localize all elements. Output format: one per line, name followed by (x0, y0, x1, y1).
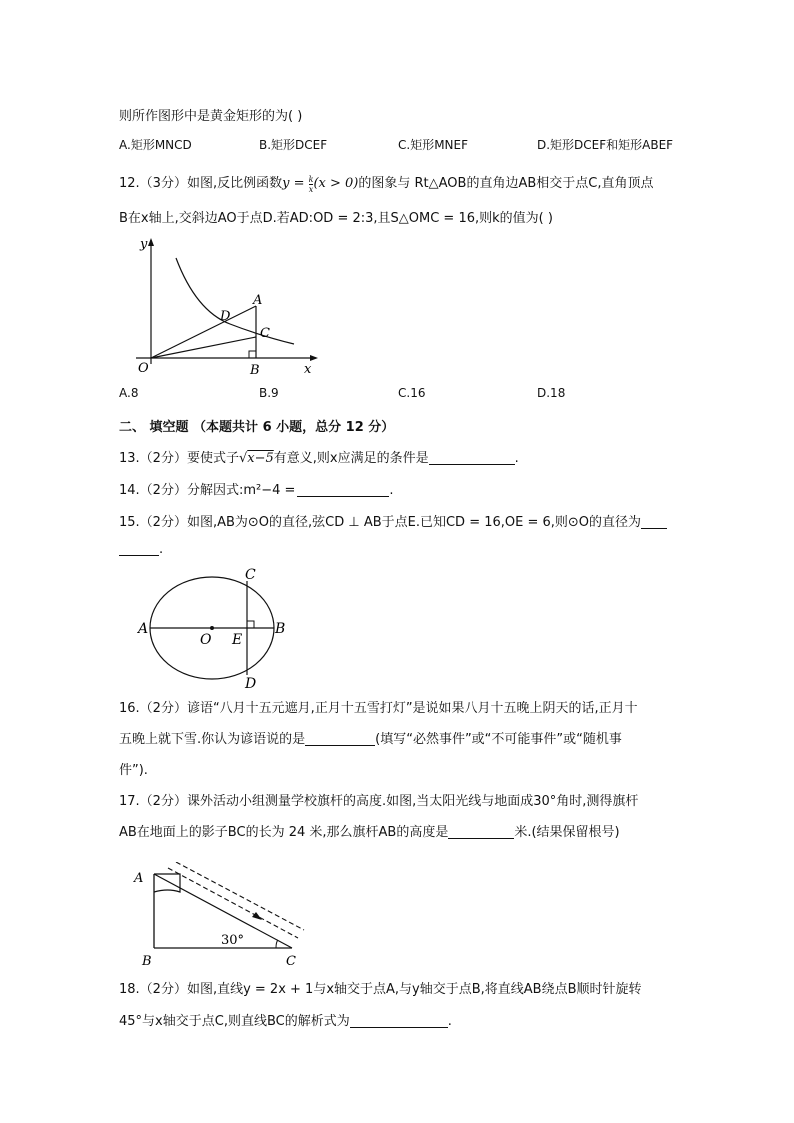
q12-line2: B在x轴上,交斜边AO于点D.若AD:OD = 2:3,且S△OMC = 16,则k的值为( ) (119, 211, 553, 226)
q17-figure (128, 862, 308, 970)
q16-line3: 件”). (119, 763, 148, 778)
q12-y-arrow-icon (148, 238, 154, 246)
q15-label-b: B (275, 621, 286, 637)
q12-right-angle-mark (249, 351, 256, 358)
q12-x-arrow-icon (310, 355, 318, 361)
q13-radical: √x−5 (238, 451, 274, 466)
q18-line2: 45°与x轴交于点C,则直线BC的解析式为 . (119, 1014, 452, 1029)
q15-label-o: O (200, 632, 212, 648)
q12-option-a[interactable]: A.8 (119, 386, 139, 400)
q12-figure (126, 236, 326, 378)
q15-answer-blank-part1[interactable] (641, 514, 667, 529)
q12-option-d[interactable]: D.18 (537, 386, 566, 400)
q12-label-x: x (304, 362, 312, 377)
q15-center-dot (210, 626, 214, 630)
q15-right-angle-mark (247, 621, 254, 628)
q18-answer-blank[interactable] (350, 1013, 448, 1028)
q16-line1: 16.（2分）谚语“八月十五元遮月,正月十五雪打灯”是说如果八月十五晚上阴天的话,正月十 (119, 701, 638, 716)
q12-option-b[interactable]: B.9 (259, 386, 279, 400)
q14-answer-blank[interactable] (297, 482, 389, 497)
q12-label-a: A (253, 293, 263, 308)
q17-line1: 17.（2分）课外活动小组测量学校旗杆的高度.如图,当太阳光线与地面成30°角时,测得旗杆 (119, 794, 639, 809)
q17-ray-dashed-1 (168, 868, 298, 938)
q15-line2: . (119, 541, 163, 557)
q15-label-e: E (232, 632, 243, 648)
q12-label-b: B (250, 363, 260, 378)
q17-angle-arc (276, 940, 278, 948)
q12-hypotenuse-ao (151, 306, 256, 358)
q17-label-a: A (134, 871, 144, 886)
section-2-title: 二、 填空题 （本题共计 6 小题，总分 12 分） (119, 420, 395, 435)
q16-line2: 五晚上就下雪.你认为谚语说的是 (填写“必然事件”或“不可能事件”或“随机事 (119, 732, 622, 747)
q11-option-d[interactable]: D.矩形DCEF和矩形ABEF (537, 138, 674, 152)
q12-label-c: C (260, 326, 270, 341)
q17-line2: AB在地面上的影子BC的长为 24 米,那么旗杆AB的高度是 米.(结果保留根号) (119, 825, 620, 840)
q16-answer-blank[interactable] (305, 731, 375, 746)
q15-label-c: C (245, 567, 256, 583)
q17-label-b: B (142, 954, 152, 969)
q11-option-a[interactable]: A.矩形MNCD (119, 138, 192, 152)
q18-line1: 18.（2分）如图,直线y = 2x + 1与x轴交于点A,与y轴交于点B,将直线AB绕点B顺时针旋转 (119, 982, 642, 997)
q13-answer-blank[interactable] (429, 450, 515, 465)
q12-option-c[interactable]: C.16 (398, 386, 426, 400)
q11-option-c[interactable]: C.矩形MNEF (398, 138, 469, 152)
q11-tail: 则所作图形中是黄金矩形的为( ) (119, 109, 303, 124)
q12-label-o: O (138, 361, 149, 376)
q15-label-d: D (245, 676, 257, 690)
q17-label-angle: 30° (221, 933, 245, 948)
q15-label-a: A (138, 621, 149, 637)
q17-ray-arrow-icon (252, 912, 262, 920)
q17-answer-blank[interactable] (448, 824, 514, 839)
q15-figure (135, 562, 295, 690)
q12-segment-oc (151, 337, 256, 358)
q13: 13.（2分）要使式子√x−5有意义,则x应满足的条件是 . (119, 451, 519, 466)
q15-answer-blank-part2[interactable] (119, 541, 159, 556)
q17-label-c: C (286, 954, 296, 969)
q12-hyperbola (176, 258, 294, 344)
q14: 14.（2分）分解因式:m²−4 = . (119, 483, 394, 498)
q12-label-y: y (140, 237, 148, 252)
q11-option-b[interactable]: B.矩形DCEF (259, 138, 328, 152)
q15-line1: 15.（2分）如图,AB为⊙O的直径,弦CD ⊥ AB于点E.已知CD = 16,OE = 6,则⊙O的直径为 (119, 511, 667, 530)
q12-fraction: $\frac{k}{x}$ (308, 175, 314, 194)
q12-formula: y = (282, 176, 309, 191)
q12-line1: 12.（3分）如图,反比例函数y = $\frac{k}{x}$ (x > 0)的图象与 Rt△AOB的直角边AB相交于点C,直角顶点 (119, 175, 654, 194)
q12-label-d: D (220, 309, 231, 324)
q12-number: 12.（3分） (119, 176, 187, 191)
